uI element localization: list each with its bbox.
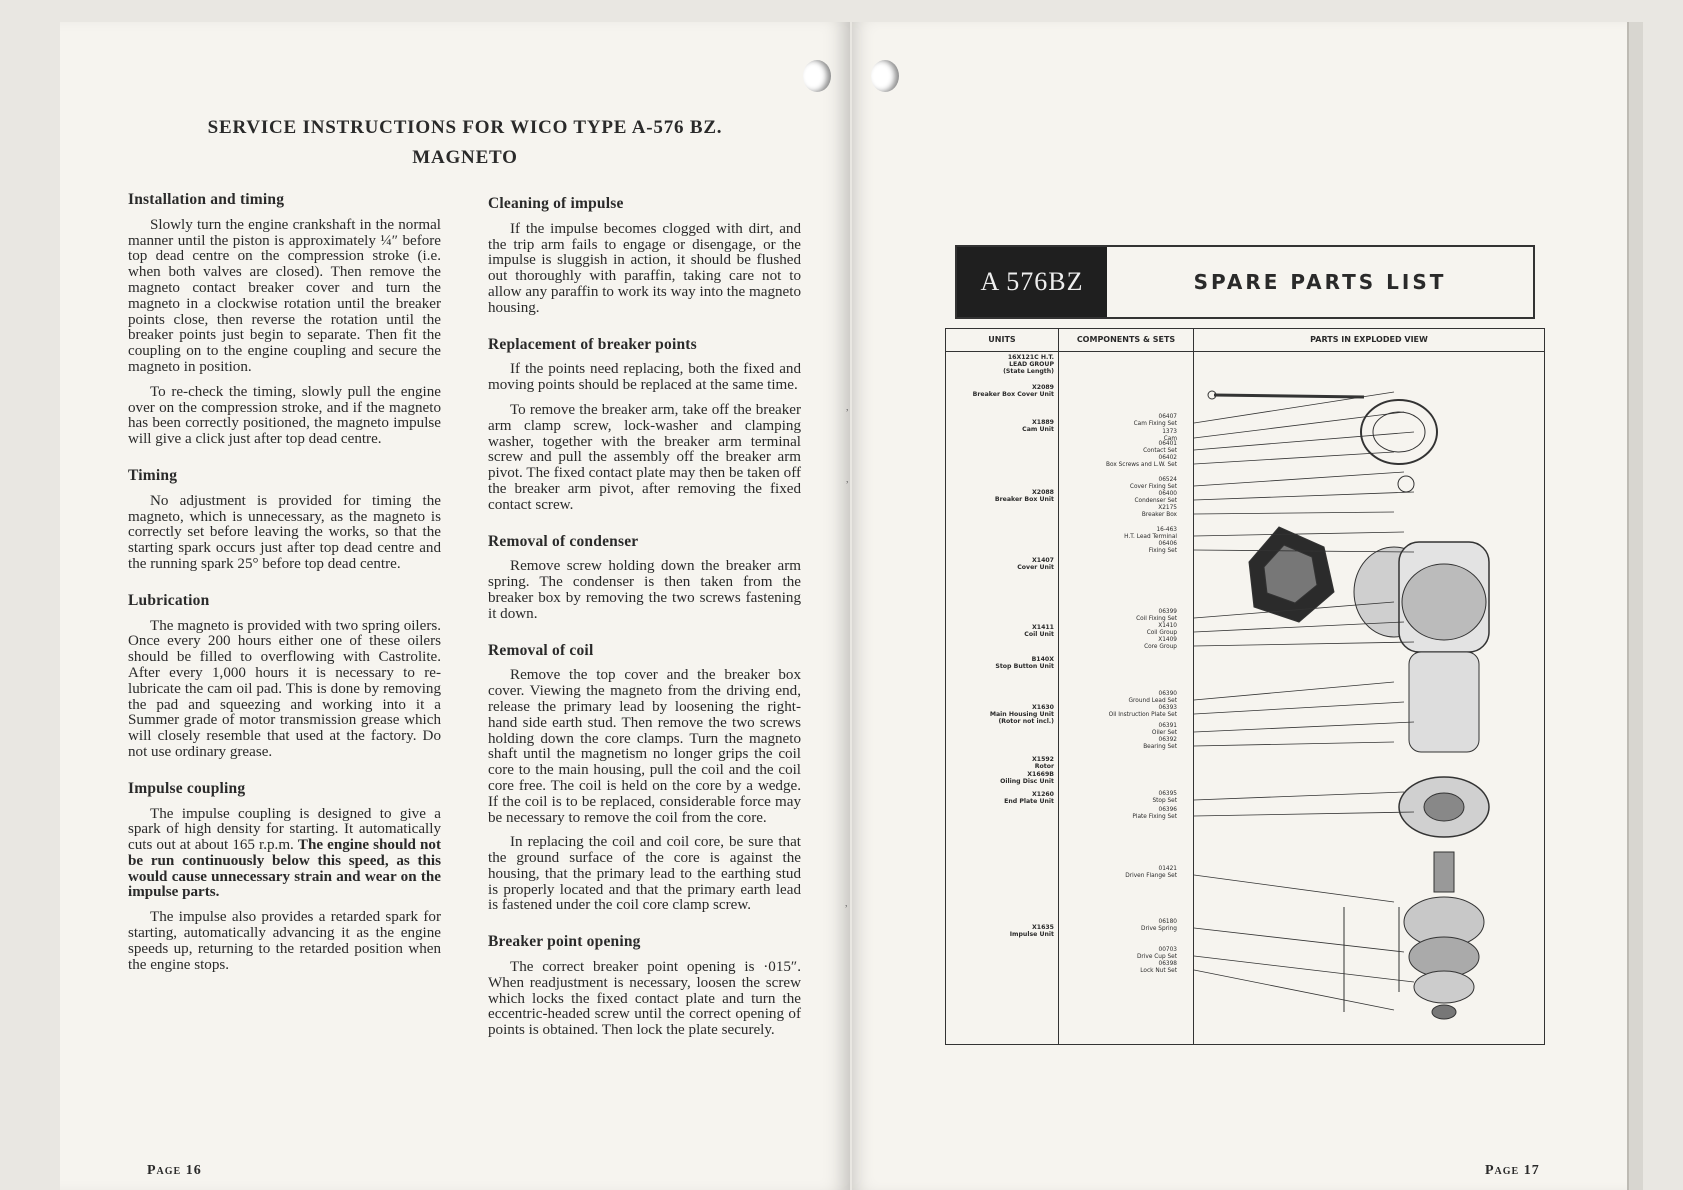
component-code: 06407 (1158, 414, 1177, 420)
component-name: Core Group (1144, 644, 1177, 650)
unit-name: Coil Unit (1024, 631, 1054, 638)
unit-code: X2088 (1032, 489, 1054, 496)
component-entry (1059, 441, 1177, 455)
leader-line (1194, 928, 1404, 952)
section-coil (488, 643, 801, 915)
unit-name: Cam Unit (1022, 426, 1054, 433)
unit-note: (State Length) (1003, 368, 1054, 375)
paragraph: The correct breaker point opening is ·015″. When readjustment is necessary, loosen the screw which locks the fixed contact plate and turn the eccentric-headed screw until the correct opening of points is obtained. Then lock the plate securely. (488, 959, 801, 1039)
component-name: Cam (1163, 436, 1177, 442)
section-installation (128, 192, 441, 448)
component-entry (1059, 477, 1177, 491)
component-entry (1059, 807, 1177, 821)
section-condenser (488, 534, 801, 623)
unit-name: Oiling Disc Unit (1000, 778, 1054, 785)
component-code: 16-463 (1156, 527, 1177, 533)
section-breaker-opening (488, 934, 801, 1039)
unit-note: (Rotor not incl.) (998, 718, 1054, 725)
unit-code: B140X (1031, 656, 1054, 663)
leader-line (1194, 452, 1394, 464)
section-heading: Replacement of breaker points (488, 335, 697, 353)
housing-end (1402, 564, 1486, 640)
component-name: Driven Flange Set (1125, 873, 1177, 879)
unit-entry (946, 624, 1054, 638)
unit-entry (946, 771, 1054, 785)
component-name: Lock Nut Set (1140, 968, 1177, 974)
right-column (488, 196, 801, 1059)
unit-entry (946, 756, 1054, 770)
component-name: Ground Lead Set (1128, 698, 1177, 704)
paragraph: Remove the top cover and the breaker box cover. Viewing the magneto from the driving end, release the primary lead by loosening the right-hand side earth stud. Then remove the two screws holding down the core clamps. Turn the magneto shaft until the magnetism no longer grips the coil core to the main housing, pull the coil and the coil core free. The coil is held on the core by a wedge. If the coil is to be replaced, considerable force may be necessary to remove the coil from the core. (488, 667, 801, 826)
paragraph: The impulse also provides a retarded spark for starting, automatically advancing it as the engine speeds up, returning to the retarded position when the engine stops. (128, 909, 441, 973)
paragraph-text: The impulse coupling is designed to give a spark of high density for starting. It automatically cuts out at about 165 r.p.m. (128, 805, 441, 854)
leader-line (1194, 512, 1394, 514)
header-components: COMPONENTS & SETS (1059, 329, 1193, 352)
title-line-1: SERVICE INSTRUCTIONS FOR WICO TYPE A-576 BZ. (207, 117, 723, 138)
paragraph: To re-check the timing, slowly pull the engine over on the compression stroke, and if the magneto has been correctly positioned, the magneto impulse will give a click just after top dead centre. (128, 383, 441, 448)
page-title (150, 113, 780, 173)
component-name: Drive Spring (1140, 926, 1177, 932)
section-impulse-coupling (128, 781, 441, 974)
paragraph: Remove screw holding down the breaker arm spring. The condenser is then taken from the breaker box by removing the two screws fastening it down. (488, 558, 801, 622)
section-heading: Timing (128, 466, 178, 484)
component-entry (1059, 961, 1177, 975)
component-code: 06399 (1158, 609, 1177, 615)
component-entry (1059, 541, 1177, 555)
leader-line (1194, 682, 1394, 700)
spare-parts-table (945, 328, 1545, 1045)
component-code: 06406 (1158, 541, 1177, 547)
unit-name: LEAD GROUP (1009, 361, 1054, 368)
component-entry (1059, 527, 1177, 541)
component-code: 06401 (1158, 441, 1177, 447)
unit-code: X1889 (1032, 419, 1054, 426)
component-code: 06391 (1158, 723, 1177, 729)
leader-line (1194, 642, 1414, 646)
component-entry (1059, 491, 1177, 505)
section-heading: Cleaning of impulse (488, 195, 624, 212)
component-name: H.T. Lead Terminal (1124, 534, 1177, 540)
component-name: Condenser Set (1134, 498, 1177, 504)
components-column (1059, 329, 1189, 1044)
unit-name: Breaker Box Unit (994, 496, 1054, 503)
unit-name: Main Housing Unit (989, 711, 1054, 718)
unit-name: Impulse Unit (1009, 931, 1054, 938)
component-entry (1059, 455, 1177, 469)
unit-entry (946, 656, 1054, 670)
section-heading: Installation and timing (128, 191, 285, 208)
paragraph: In replacing the coil and coil core, be sure that the ground surface of the core is against the housing, that the primary lead to the earthing stud is properly located and that the primary earth lead is fastened under the coil core clamp screw. (488, 834, 801, 914)
unit-entry (946, 384, 1054, 398)
component-name: Contact Set (1143, 448, 1177, 454)
component-name: Cover Fixing Set (1129, 484, 1177, 490)
component-name: Coil Group (1146, 630, 1177, 636)
leader-line (1194, 472, 1404, 486)
unit-entry (946, 557, 1054, 571)
component-code: X1410 (1158, 623, 1177, 629)
left-column (128, 192, 441, 993)
section-cleaning-impulse (488, 196, 801, 317)
component-name: Stop Set (1152, 798, 1177, 804)
component-entry (1059, 414, 1177, 428)
bold-warning: The engine should not be run continuously below this speed, as this would cause unnecessary strain and wear on the impulse parts. (128, 837, 441, 901)
component-entry (1059, 705, 1177, 719)
component-name: Bearing Set (1143, 744, 1177, 750)
section-heading: Lubrication (128, 591, 210, 609)
binder-hole-left (803, 60, 831, 92)
end-plate-hub (1424, 793, 1464, 821)
component-code: 06398 (1158, 961, 1177, 967)
component-name: Oil Instruction Plate Set (1108, 712, 1177, 718)
page-edge (1627, 22, 1643, 1190)
leader-line (1194, 412, 1404, 438)
page-number-left: Page 16 (147, 1163, 202, 1178)
component-entry (1059, 609, 1177, 623)
margin-mark: , (846, 474, 849, 485)
component-entry (1059, 723, 1177, 737)
section-heading: Removal of condenser (488, 532, 639, 550)
component-name: Box Screws and L.W. Set (1105, 462, 1177, 468)
component-code: X2175 (1158, 505, 1177, 511)
component-code: 06402 (1158, 455, 1177, 461)
section-lubrication (128, 593, 441, 761)
unit-entry (946, 791, 1054, 805)
component-name: Plate Fixing Set (1132, 814, 1177, 820)
leader-line (1194, 432, 1414, 450)
component-code: 06400 (1158, 491, 1177, 497)
component-entry (1059, 737, 1177, 751)
ht-lead (1214, 395, 1364, 397)
section-heading: Breaker point opening (488, 933, 641, 951)
shaft (1434, 852, 1454, 892)
margin-mark: , (846, 402, 849, 413)
unit-code: X1630 (1032, 704, 1054, 711)
leader-line (1194, 722, 1414, 732)
component-entry (1059, 919, 1177, 933)
housing-body (1409, 652, 1479, 752)
component-code: 01421 (1158, 866, 1177, 872)
unit-entry (946, 704, 1054, 725)
component-name: Oiler Set (1151, 730, 1177, 736)
leader-line (1194, 742, 1394, 746)
component-code: 06393 (1158, 705, 1177, 711)
component-entry (1059, 947, 1177, 961)
leader-line (1194, 956, 1414, 982)
section-heading: Removal of coil (488, 641, 594, 659)
component-entry (1059, 505, 1177, 519)
binder-hole-right (871, 60, 899, 92)
unit-code: 16X121C H.T. (1007, 354, 1054, 361)
unit-code: X2089 (1032, 384, 1054, 391)
unit-code: X1669B (1027, 771, 1054, 778)
paragraph: To remove the breaker arm, take off the breaker arm clamp screw, lock-washer and clamping washer, together with the breaker arm terminal screw and pull the assembly off the breaker arm pivot. The fixed contact plate may then be taken off the breaker arm pivot, after removing the fixed contact screw. (488, 401, 801, 513)
model-label: A 576BZ (957, 247, 1107, 317)
lock-nut (1432, 1005, 1456, 1019)
component-code: 06396 (1158, 807, 1177, 813)
component-entry (1059, 637, 1177, 651)
component-code: 06390 (1158, 691, 1177, 697)
unit-entry (946, 489, 1054, 503)
paragraph: The magneto is provided with two spring oilers. Once every 200 hours either one of these oilers should be filled to overflowing with Castrolite. After every 1,000 hours it is necessary to re-lubricate the cam oil pad. This is done by removing the pad and squeezing and working into it a Summer grade of motor transmission grease which will closely resemble that used at the factory. Do not use ordinary grease. (128, 617, 441, 760)
cam (1398, 476, 1414, 492)
unit-name: Rotor (1034, 763, 1054, 770)
unit-code: X1635 (1032, 924, 1054, 931)
paragraph: If the impulse becomes clogged with dirt, and the trip arm fails to engage or disengage, or the impulse is sluggish in action, it should be flushed out thoroughly with paraffin, taking care not to allow any paraffin to work its way into the magneto housing. (488, 220, 801, 316)
component-name: Coil Fixing Set (1136, 616, 1177, 622)
component-name: Cam Fixing Set (1133, 421, 1177, 427)
unit-entry (946, 354, 1054, 375)
title-line-2: MAGNETO (412, 147, 518, 168)
unit-code: X1260 (1032, 791, 1054, 798)
section-breaker-points (488, 337, 801, 514)
paragraph: No adjustment is provided for timing the magneto, which is unnecessary, as the magneto is correctly set before leaving the works, so that the starting spark occurs just after top dead centre and the running spark 25° before top dead centre. (128, 492, 441, 572)
leader-line (1194, 812, 1414, 816)
header-units: UNITS (946, 329, 1058, 352)
component-code: 06392 (1158, 737, 1177, 743)
section-heading: Impulse coupling (128, 779, 246, 797)
paragraph: If the points need replacing, both the fixed and moving points should be replaced at the same time. (488, 361, 801, 394)
unit-name: Cover Unit (1017, 564, 1054, 571)
spare-parts-title-box (955, 245, 1535, 319)
component-name: Fixing Set (1148, 548, 1177, 554)
component-entry (1059, 866, 1177, 880)
units-column (946, 329, 1054, 1044)
exploded-view-diagram (1194, 352, 1544, 1042)
unit-name: End Plate Unit (1004, 798, 1054, 805)
component-name: Drive Cup Set (1136, 954, 1177, 960)
component-entry (1059, 623, 1177, 637)
component-entry (1059, 691, 1177, 705)
component-code: X1409 (1158, 637, 1177, 643)
component-code: 06395 (1158, 791, 1177, 797)
header-exploded-view: PARTS IN EXPLODED VIEW (1194, 329, 1544, 352)
leader-line (1194, 875, 1394, 902)
unit-code: X1411 (1032, 624, 1054, 631)
unit-name: Breaker Box Cover Unit (972, 391, 1054, 398)
margin-mark: , (845, 898, 848, 909)
unit-entry (946, 419, 1054, 433)
paragraph: Slowly turn the engine crankshaft in the normal manner until the piston is approximately ¼″ before top dead centre on the compression stroke (i.e. when both valves are closed). Then remove the magneto contact breaker cover and turn the magneto in a clockwise rotation until the breaker points close, then reverse the rotation until the breaker points just begin to separate. Then fit the coupling on to the engine coupling and secure the magneto in position. (128, 216, 441, 375)
leader-line (1194, 792, 1404, 800)
unit-entry (946, 924, 1054, 938)
leader-line (1194, 702, 1404, 714)
spare-parts-title: SPARE PARTS LIST (1193, 270, 1447, 294)
component-code: 00703 (1158, 947, 1177, 953)
breaker-box-cover-rim (1373, 412, 1425, 452)
unit-code: X1592 (1032, 756, 1054, 763)
component-name: Breaker Box (1141, 512, 1177, 518)
component-code: 06180 (1158, 919, 1177, 925)
page-number-right: Page 17 (1485, 1163, 1540, 1178)
paragraph (128, 807, 441, 902)
drive-cup (1414, 971, 1474, 1003)
section-timing (128, 468, 441, 573)
component-code: 06524 (1158, 477, 1177, 483)
unit-code: X1407 (1032, 557, 1054, 564)
leader-line (1194, 492, 1414, 500)
unit-name: Stop Button Unit (995, 663, 1054, 670)
component-code: 1373 (1162, 429, 1177, 435)
breaker-box-cover (1361, 400, 1437, 464)
component-entry (1059, 791, 1177, 805)
